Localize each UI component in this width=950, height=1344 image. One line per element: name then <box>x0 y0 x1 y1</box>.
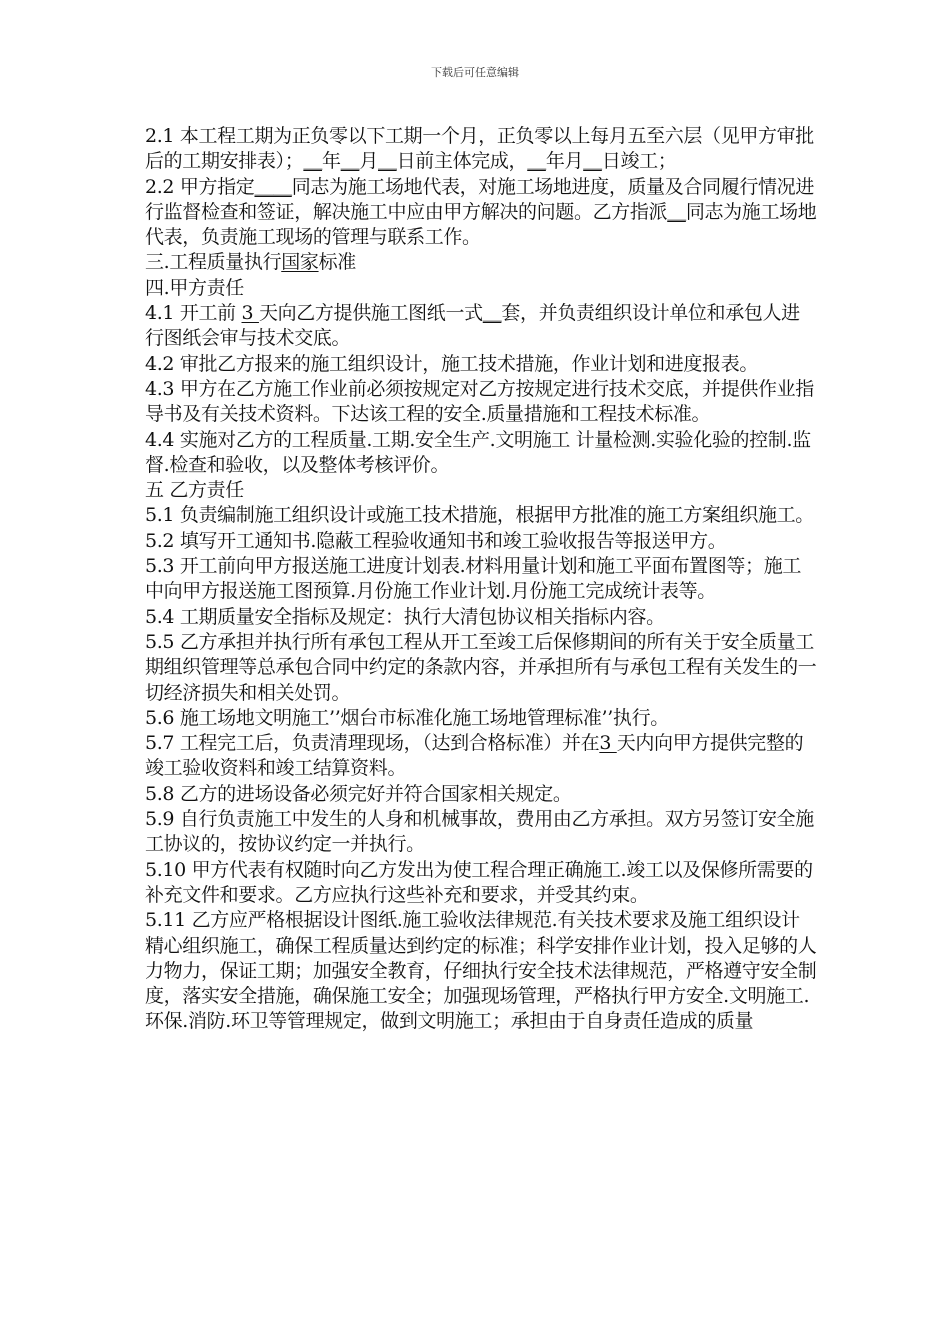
clause-4-1: 4.1 开工前 3 天向乙方提供施工图纸一式＿套，并负责组织设计单位和承包人进行图纸会审与技术交底。 <box>145 302 800 350</box>
clause-4-3: 4.3 甲方在乙方施工作业前必须按规定对乙方按规定进行技术交底，并提供作业指导书及有关技术资料。下达该工程的安全.质量措施和工程技术标准。 <box>145 377 814 426</box>
section-5-heading: 五 乙方责任 <box>145 479 244 502</box>
clause-5-11: 5.11 乙方应严格根据设计图纸.施工验收法律规范.有关技术要求及施工组织设计精心组织施工，确保工程质量达到约定的标准；科学安排作业计划，投入足够的人力物力，保证工期；加强安全教育，仔细执行安全技术法律规范，严格遵守安全制度，落实安全措施，确保施工安全；加强现场管理，严格执行甲方安全.文明施工.环保.消防.环卫等管理规定，做到文明施工；承担由于自身责任造成的质量 <box>145 909 817 1033</box>
clause-5-6: 5.6 施工场地文明施工’’烟台市标准化施工场地管理标准’’执行。 <box>145 706 669 729</box>
clause-5-5: 5.5 乙方承担并执行所有承包工程从开工至竣工后保修期间的所有关于安全质量工期组织管理等总承包合同中约定的条款内容，并承担所有与承包工程有关发生的一切经济损失和相关处罚。 <box>145 630 817 704</box>
clause-5-3: 5.3 开工前向甲方报送施工进度计划表.材料用量计划和施工平面布置图等；施工中向甲方报送施工图预算.月份施工作业计划.月份施工完成统计表等。 <box>145 555 801 603</box>
clause-4-2: 4.2 审批乙方报来的施工组织设计，施工技术措施，作业计划和进度报表。 <box>145 352 759 375</box>
clause-5-9: 5.9 自行负责施工中发生的人身和机械事故，费用由乙方承担。双方另签订安全施工协议的，按协议约定一并执行。 <box>145 808 814 856</box>
clause-2-2: 2.2 甲方指定＿＿同志为施工场地代表，对施工场地进度，质量及合同履行情况进行监督检查和签证，解决施工中应由甲方解决的问题。乙方指派＿同志为施工场地代表，负责施工现场的管理与联系工作。 <box>145 175 817 249</box>
clause-5-8: 5.8 乙方的进场设备必须完好并符合国家相关规定。 <box>145 782 572 805</box>
section-3-heading: 三.工程质量执行国家标准 <box>145 251 356 274</box>
clause-5-2: 5.2 填写开工通知书.隐蔽工程验收通知书和竣工验收报告等报送甲方。 <box>145 529 727 552</box>
header-note: 下载后可任意编辑 <box>431 66 519 79</box>
clause-4-4: 4.4 实施对乙方的工程质量.工期.安全生产.文明施工 计量检测.实验化验的控制.监督.检查和验收，以及整体考核评价。 <box>145 428 811 476</box>
page-header <box>0 66 950 80</box>
clause-2-1: 2.1 本工程工期为正负零以下工期一个月，正负零以上每月五至六层（见甲方审批后的工期安排表）；＿年＿月＿日前主体完成，＿年月＿日竣工； <box>145 125 814 173</box>
clause-5-10: 5.10 甲方代表有权随时向乙方发出为使工程合理正确施工.竣工以及保修所需要的补充文件和要求。乙方应执行这些补充和要求，并受其约束。 <box>145 858 813 906</box>
clause-5-7: 5.7 工程完工后，负责清理现场，（达到合格标准）并在3 天内向甲方提供完整的竣工验收资料和竣工结算资料。 <box>145 732 804 780</box>
clause-5-1: 5.1 负责编制施工组织设计或施工技术措施，根据甲方批准的施工方案组织施工。 <box>145 504 814 527</box>
clause-5-4: 5.4 工期质量安全指标及规定：执行大清包协议相关指标内容。 <box>145 605 665 628</box>
section-4-heading: 四.甲方责任 <box>145 276 244 299</box>
document-body <box>145 124 817 1035</box>
